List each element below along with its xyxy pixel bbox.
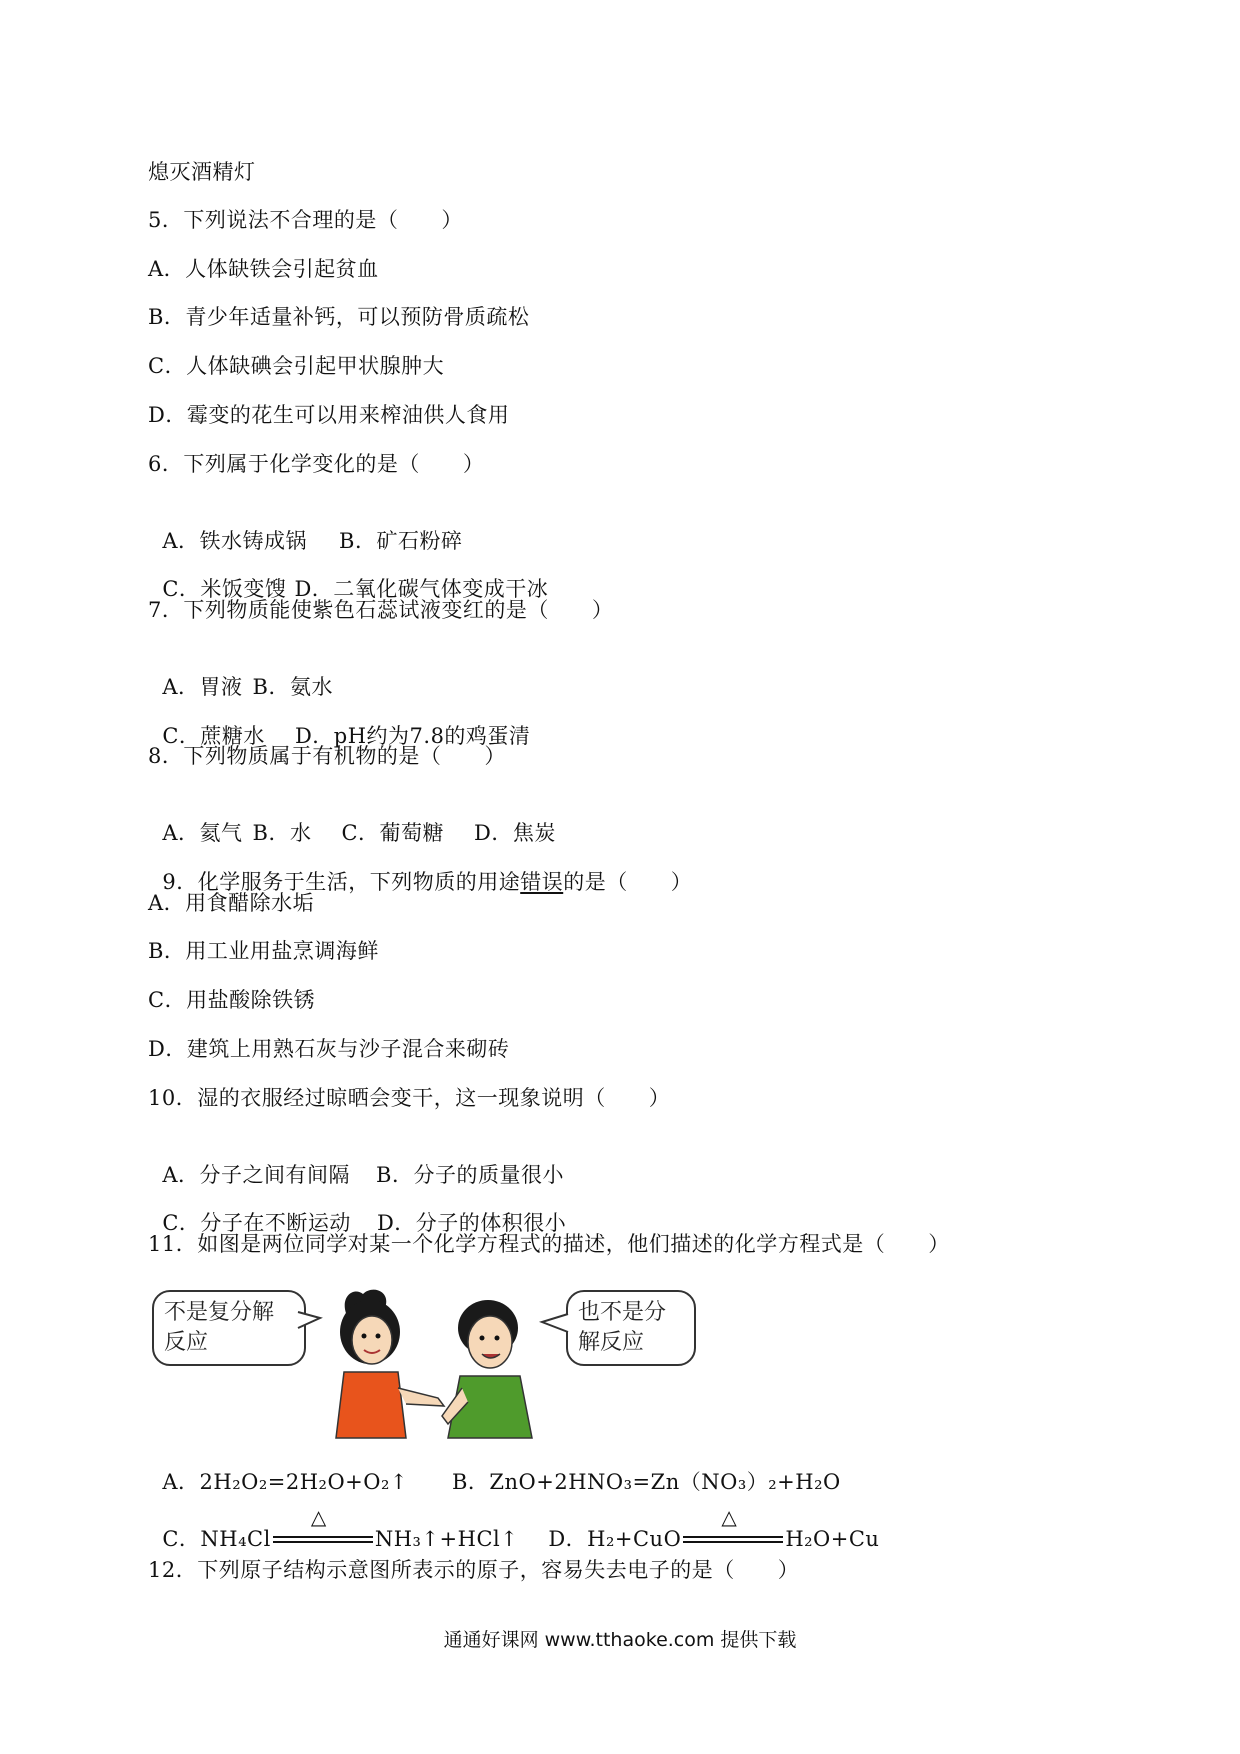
q10-option-c: C．分子在不断运动 [162, 1211, 351, 1235]
q6-option-a: A．铁水铸成锅 [162, 529, 308, 553]
q5-option-b: B．青少年适量补钙，可以预防骨质疏松 [148, 305, 530, 329]
q9-stem-underlined: 错误 [520, 870, 564, 894]
q11-options-ab [148, 1440, 841, 1496]
q7-option-d: D．pH约为7.8的鸡蛋清 [294, 724, 531, 748]
q6-stem: 6．下列属于化学变化的是（ ） [148, 452, 485, 476]
q11-option-d-left: D．H₂+CuO [548, 1527, 682, 1551]
q9-option-b: B．用工业用盐烹调海鲜 [148, 939, 379, 963]
q11-option-c-right: NH₃↑+HCl↑ [374, 1527, 519, 1551]
q10-option-d: D．分子的体积很小 [376, 1211, 567, 1235]
speech-bubble-tail-right [542, 1314, 568, 1332]
q6-option-c: C．米饭变馊 [162, 577, 287, 601]
q11-option-a: A．2H₂O₂=2H₂O+O₂↑ [162, 1470, 408, 1494]
q8-options [148, 791, 556, 847]
speech-bubble-left: 不是复分解反应 [152, 1290, 306, 1366]
q6-option-d: D．二氧化碳气体变成干冰 [294, 577, 549, 601]
q8-stem: 8．下列物质属于有机物的是（ ） [148, 744, 506, 768]
heat-triangle-icon: △ [310, 1505, 327, 1529]
q9-option-c: C．用盐酸除铁锈 [148, 988, 316, 1012]
girl-figure [336, 1290, 444, 1438]
q10-option-b: B．分子的质量很小 [376, 1163, 564, 1187]
speech-bubble-right: 也不是分解反应 [566, 1290, 696, 1366]
q11-option-d-right: H₂O+Cu [785, 1527, 880, 1551]
q5-option-d: D．霉变的花生可以用来榨油供人食用 [148, 403, 510, 427]
q8-option-b: B．水 [252, 821, 312, 845]
students-illustration [148, 1288, 708, 1448]
q8-option-d: D．焦炭 [474, 821, 556, 845]
intro-line: 熄灭酒精灯 [148, 160, 256, 184]
q9-option-a: A．用食醋除水垢 [148, 891, 315, 915]
q8-option-c: C．葡萄糖 [341, 821, 445, 845]
q11-options-cd [148, 1497, 879, 1553]
reaction-arrow-heat [683, 1505, 783, 1553]
q10-stem: 10．湿的衣服经过晾晒会变干，这一现象说明（ ） [148, 1086, 671, 1110]
q10-option-a: A．分子之间有间隔 [162, 1163, 351, 1187]
q7-option-b: B．氨水 [252, 675, 333, 699]
q10-options-cd [148, 1181, 566, 1237]
q9-stem-after: 的是（ ） [563, 870, 693, 894]
q5-option-a: A．人体缺铁会引起贫血 [148, 257, 379, 281]
q9-stem [148, 840, 692, 896]
q9-stem-before: 9．化学服务于生活，下列物质的用途 [162, 870, 521, 894]
q8-option-a: A．氦气 [162, 821, 243, 845]
q6-option-b: B．矿石粉碎 [339, 529, 463, 553]
q7-option-c: C．蔗糖水 [162, 724, 265, 748]
q9-option-d: D．建筑上用熟石灰与沙子混合来砌砖 [148, 1037, 510, 1061]
q11-stem: 11．如图是两位同学对某一个化学方程式的描述，他们描述的化学方程式是（ ） [148, 1232, 950, 1256]
q11-option-b: B．ZnO+2HNO₃=Zn（NO₃）₂+H₂O [451, 1470, 841, 1494]
q11-illustration [148, 1288, 708, 1448]
q5-stem: 5．下列说法不合理的是（ ） [148, 208, 463, 232]
q7-options-ab [148, 645, 333, 701]
reaction-arrow-heat [273, 1505, 373, 1553]
q7-option-a: A．胃液 [162, 675, 243, 699]
q6-options-cd [148, 547, 548, 603]
heat-triangle-icon: △ [721, 1505, 738, 1529]
page-footer: 通通好课网 www.tthaoke.com 提供下载 [443, 1629, 797, 1651]
q12-stem: 12．下列原子结构示意图所表示的原子，容易失去电子的是（ ） [148, 1558, 800, 1582]
speech-bubble-tail-left [298, 1312, 320, 1328]
q5-option-c: C．人体缺碘会引起甲状腺肿大 [148, 354, 445, 378]
q11-option-c-left: C．NH₄Cl [162, 1527, 271, 1551]
q7-stem: 7．下列物质能使紫色石蕊试液变红的是（ ） [148, 598, 614, 622]
boy-figure [442, 1300, 532, 1438]
